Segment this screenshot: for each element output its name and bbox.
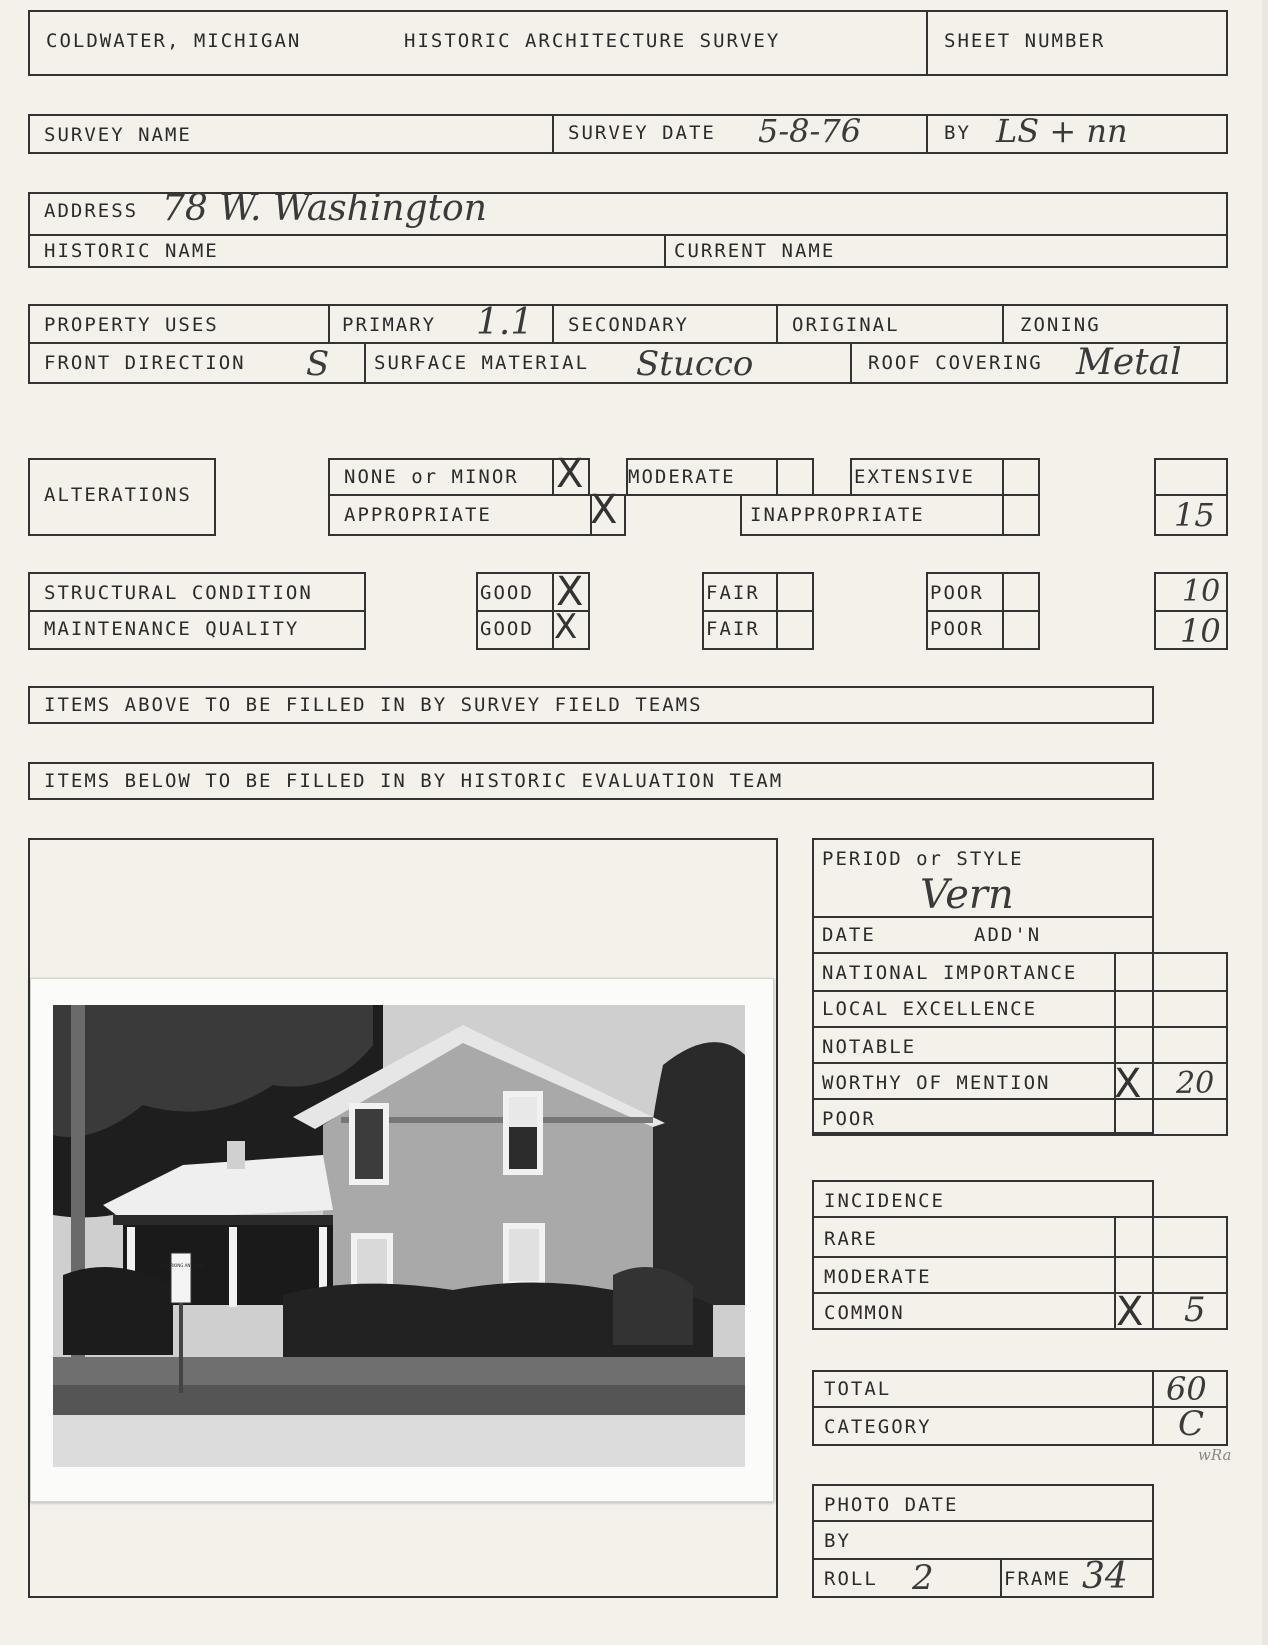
no-parking-sign: NO PARKING ANY TIME	[158, 1263, 204, 1268]
date-label: DATE	[822, 924, 876, 946]
roll-value: 2	[912, 1558, 934, 1598]
poor-label-maintenance: POOR	[930, 618, 984, 640]
fair-label-structural: FAIR	[706, 582, 760, 604]
common-label: COMMON	[824, 1302, 905, 1324]
none-minor-label: NONE or MINOR	[344, 466, 519, 488]
survey-name-label: SURVEY NAME	[44, 124, 192, 146]
appropriate-label: APPROPRIATE	[344, 504, 492, 526]
fair-label-maintenance: FAIR	[706, 618, 760, 640]
zoning-label: ZONING	[1020, 314, 1101, 336]
worthy-of-mention-label: WORTHY OF MENTION	[822, 1072, 1051, 1094]
notable-label: NOTABLE	[822, 1036, 917, 1058]
period-style-value: Vern	[920, 872, 1014, 918]
maintenance-score: 10	[1180, 612, 1221, 650]
historic-name-label: HISTORIC NAME	[44, 240, 219, 262]
survey-by-value: LS + nn	[996, 112, 1128, 150]
surface-material-value: Stucco	[636, 344, 754, 384]
maintenance-good-mark: X	[554, 607, 578, 647]
incidence-label: INCIDENCE	[824, 1190, 945, 1212]
alterations-score: 15	[1174, 496, 1215, 534]
address-label: ADDRESS	[44, 200, 139, 222]
roof-covering-label: ROOF COVERING	[868, 352, 1043, 374]
alterations-label: ALTERATIONS	[44, 484, 192, 506]
total-label: TOTAL	[824, 1378, 892, 1400]
front-direction-label: FRONT DIRECTION	[44, 352, 246, 374]
current-name-label: CURRENT NAME	[674, 240, 836, 262]
worthy-of-mention-score: 20	[1176, 1066, 1215, 1101]
roof-covering-value: Metal	[1076, 342, 1182, 383]
front-direction-value: S	[306, 344, 330, 384]
common-score: 5	[1184, 1290, 1206, 1330]
category-value: C	[1178, 1404, 1205, 1444]
rare-label: RARE	[824, 1228, 878, 1250]
photo-by-label: BY	[824, 1530, 851, 1552]
category-label: CATEGORY	[824, 1416, 932, 1438]
national-importance-label: NATIONAL IMPORTANCE	[822, 962, 1078, 984]
local-excellence-label: LOCAL EXCELLENCE	[822, 998, 1038, 1020]
items-below-note: ITEMS BELOW TO BE FILLED IN BY HISTORIC EVALUATION TEAM	[44, 770, 784, 792]
good-label-maintenance: GOOD	[480, 618, 534, 640]
appropriate-mark: X	[590, 487, 618, 533]
good-label-structural: GOOD	[480, 582, 534, 604]
structural-good-mark: X	[556, 569, 584, 615]
items-above-note: ITEMS ABOVE TO BE FILLED IN BY SURVEY FIELD TEAMS	[44, 694, 703, 716]
evaluation-poor-label: POOR	[822, 1108, 876, 1130]
secondary-label: SECONDARY	[568, 314, 689, 336]
primary-label: PRIMARY	[342, 314, 437, 336]
frame-value: 34	[1082, 1556, 1128, 1597]
frame-label: FRAME	[1004, 1568, 1072, 1590]
poor-label-structural: POOR	[930, 582, 984, 604]
structural-score: 10	[1182, 574, 1221, 609]
total-value: 60	[1166, 1370, 1207, 1408]
inappropriate-label: INAPPROPRIATE	[750, 504, 925, 526]
none-minor-mark: X	[556, 451, 584, 497]
incidence-moderate-label: MODERATE	[824, 1266, 932, 1288]
primary-value: 1.1	[476, 302, 534, 343]
city-title: COLDWATER, MICHIGAN	[46, 30, 302, 52]
sheet-number-label: SHEET NUMBER	[944, 30, 1106, 52]
worthy-of-mention-mark: X	[1114, 1061, 1142, 1107]
period-style-label: PERIOD or STYLE	[822, 848, 1024, 870]
original-label: ORIGINAL	[792, 314, 900, 336]
house-photo	[53, 1005, 745, 1467]
moderate-label: MODERATE	[628, 466, 736, 488]
photo-card	[30, 978, 774, 1502]
survey-date-value: 5-8-76	[758, 112, 862, 150]
photo-date-label: PHOTO DATE	[824, 1494, 959, 1516]
maintenance-quality-label: MAINTENANCE QUALITY	[44, 618, 300, 640]
surface-material-label: SURFACE MATERIAL	[374, 352, 590, 374]
extensive-label: EXTENSIVE	[854, 466, 975, 488]
address-value: 78 W. Washington	[162, 188, 487, 229]
roll-label: ROLL	[824, 1568, 878, 1590]
common-mark: X	[1116, 1289, 1144, 1335]
survey-title: HISTORIC ARCHITECTURE SURVEY	[404, 30, 781, 52]
survey-by-label: BY	[944, 122, 971, 144]
structural-condition-label: STRUCTURAL CONDITION	[44, 582, 313, 604]
survey-date-label: SURVEY DATE	[568, 122, 716, 144]
property-uses-label: PROPERTY USES	[44, 314, 219, 336]
addn-label: ADD'N	[974, 924, 1042, 946]
evaluator-initials: wRa	[1198, 1446, 1232, 1464]
